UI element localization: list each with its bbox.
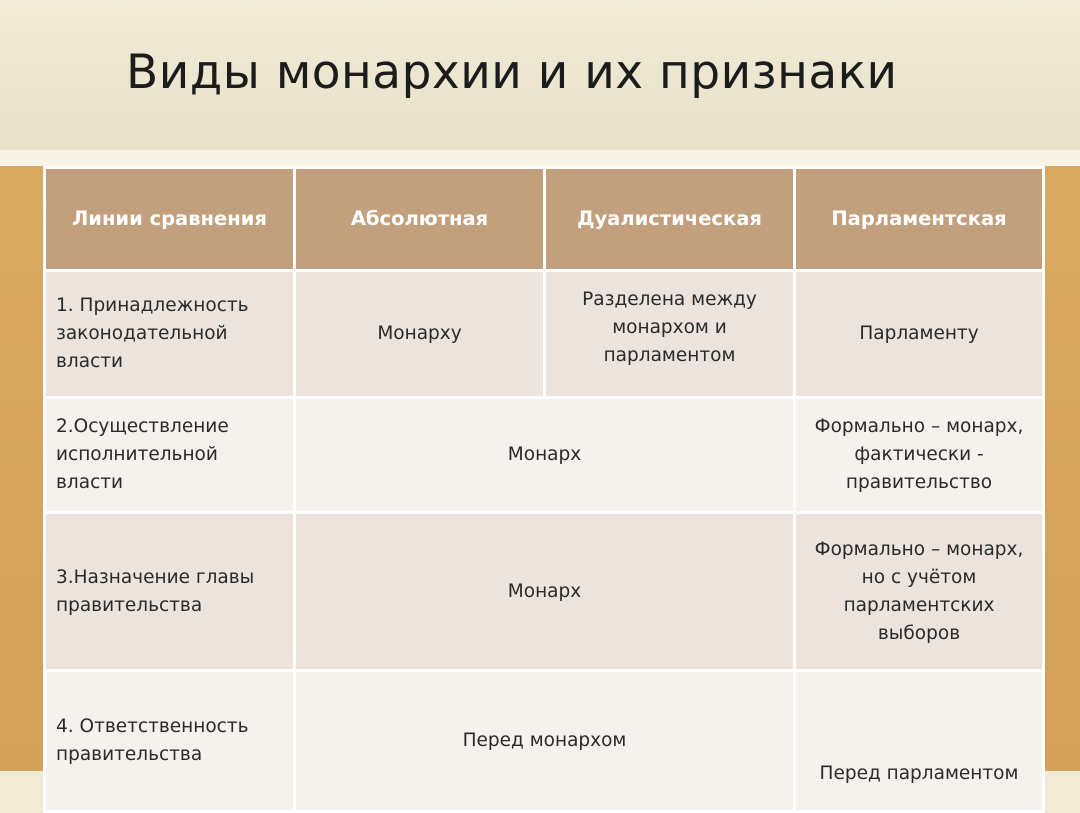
parliamentary-text: Формально – монарх, но с учётом парламентских выборов: [814, 538, 1024, 644]
dualistic-text: Разделена между монархом и парламентом: [582, 289, 757, 366]
criterion-cell: [45, 398, 295, 513]
header-parliamentary: Парламентская: [795, 168, 1044, 271]
absolute-dualistic-cell: [295, 671, 795, 812]
comparison-table-container: [43, 166, 1042, 784]
absolute-dualistic-text: Перед монархом: [462, 730, 627, 751]
header-dualistic: Дуалистическая: [545, 168, 795, 271]
parliamentary-cell: [795, 398, 1044, 513]
criterion-cell: [45, 671, 295, 812]
parliamentary-cell: [795, 671, 1044, 812]
table-row: [45, 398, 1044, 513]
parliamentary-text: Формально – монарх, фактически - правительство: [814, 416, 1024, 493]
page-title: Виды монархии и их признаки: [126, 45, 898, 100]
table-row: [45, 671, 1044, 812]
absolute-cell: [295, 271, 545, 398]
parliamentary-text: Перед парламентом: [819, 763, 1019, 784]
absolute-dualistic-text: Монарх: [507, 444, 582, 465]
divider-strip: [0, 150, 1080, 166]
parliamentary-cell: [795, 513, 1044, 671]
header-criteria: Линии сравнения: [45, 168, 295, 271]
criterion-text: 2.Осуществление исполнительной власти: [56, 416, 229, 493]
absolute-dualistic-cell: [295, 513, 795, 671]
absolute-text: Монарху: [377, 323, 462, 344]
criterion-text: 3.Назначение главы правительства: [56, 566, 255, 616]
parliamentary-cell: [795, 271, 1044, 398]
criterion-text: 1. Принадлежность законодательной власти: [56, 295, 249, 372]
header-absolute: Абсолютная: [295, 168, 545, 271]
title-band: [0, 0, 1080, 150]
comparison-table: [43, 166, 1045, 813]
criterion-cell: [45, 513, 295, 671]
criterion-cell: [45, 271, 295, 398]
absolute-dualistic-cell: [295, 398, 795, 513]
table-row: [45, 513, 1044, 671]
criterion-text: 4. Ответственность правительства: [56, 716, 249, 765]
dualistic-cell: [545, 271, 795, 398]
parliamentary-text: Парламенту: [859, 323, 979, 344]
absolute-dualistic-text: Монарх: [507, 580, 582, 602]
table-row: [45, 271, 1044, 398]
table-header-row: [45, 168, 1044, 271]
